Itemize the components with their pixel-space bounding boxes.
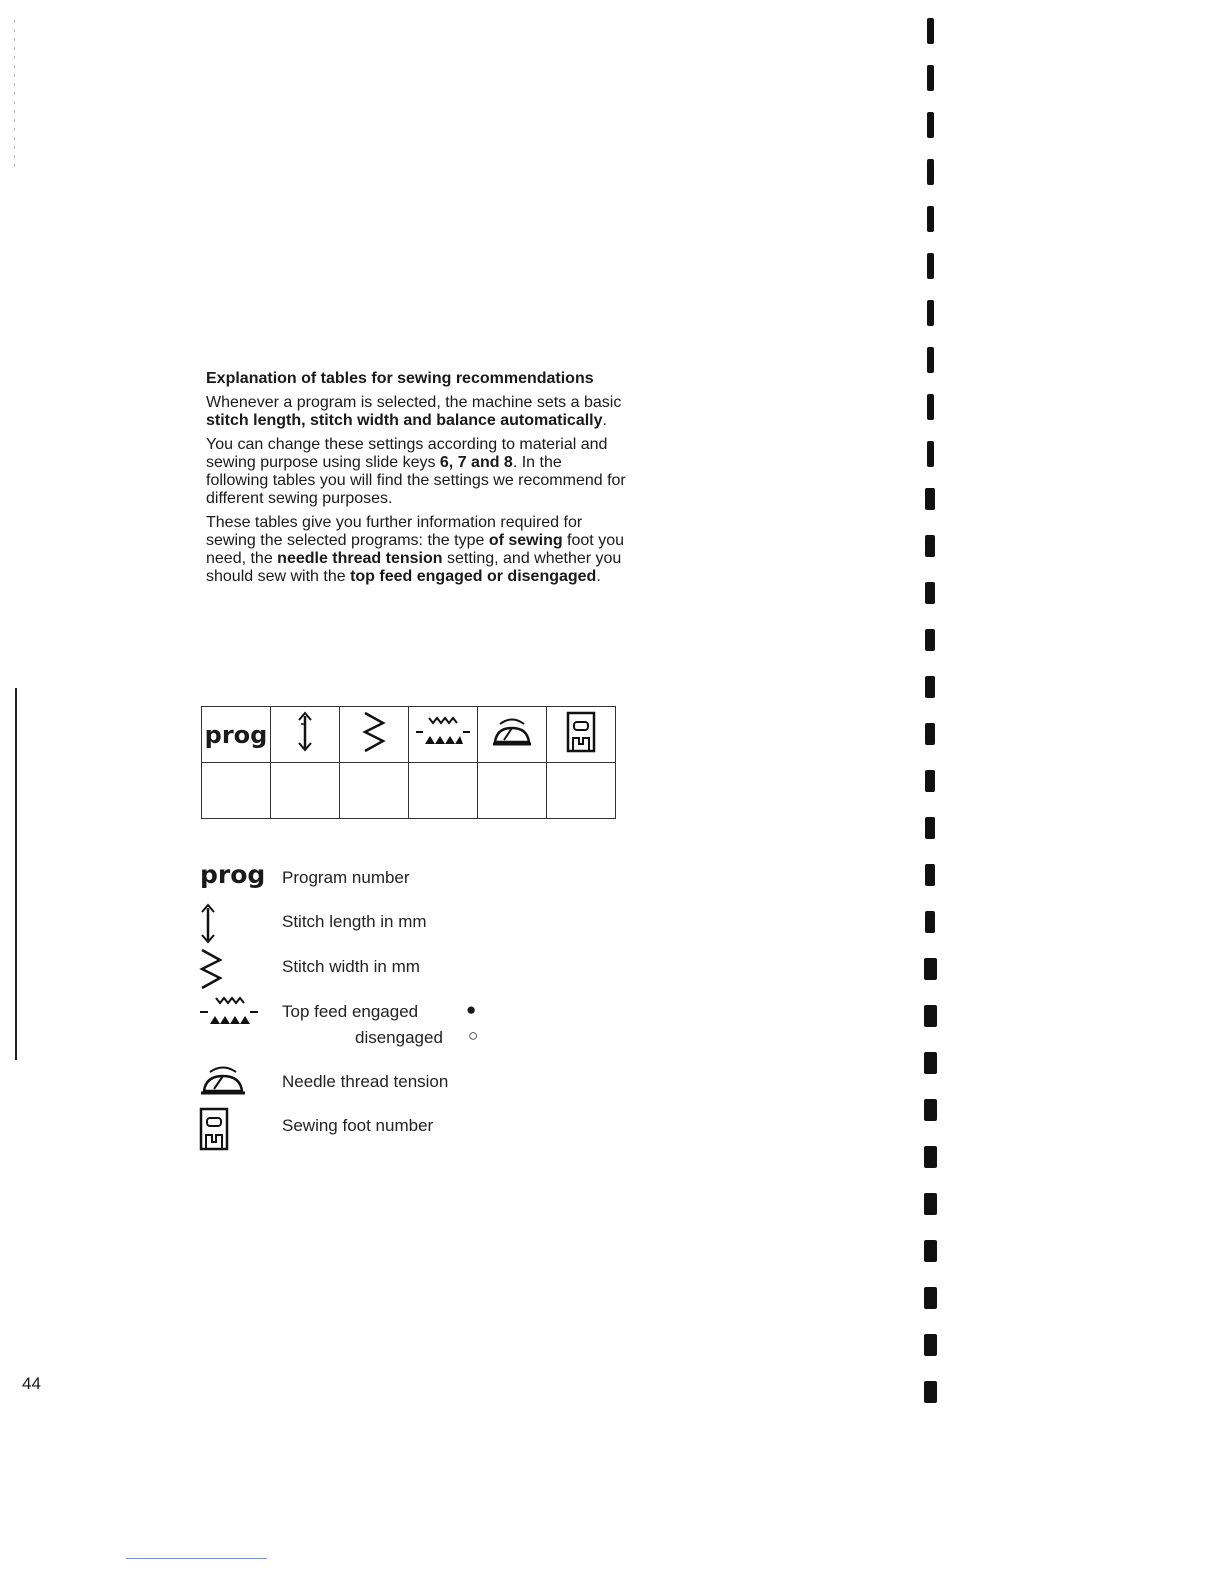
prog-header: prog (204, 720, 268, 749)
top-feed-header-cell (409, 707, 478, 763)
stitch-length-icon (290, 710, 320, 754)
legend-row-stitch-length (198, 902, 518, 942)
legend-row-prog (198, 858, 518, 898)
p2-text-b: 6, 7 and 8 (439, 454, 513, 471)
binding-hole (925, 629, 935, 651)
p2-text-c: . In the following tables you will find the settings we recommend for different sewing purposes. (206, 454, 626, 507)
p2-text-a: You can change these settings according to material and sewing purpose using slide keys (206, 436, 608, 471)
binding-hole (927, 300, 934, 326)
stitch-length-header-cell (271, 707, 340, 763)
binding-hole (924, 1287, 937, 1309)
binding-hole (927, 112, 934, 138)
engaged-marker-icon: ● (466, 1000, 477, 1019)
p1-text-b: stitch length, stitch width and balance automatically (206, 412, 603, 429)
legend-text-program-number: Program number (282, 868, 410, 887)
p1-text-c: . (602, 412, 607, 429)
p3-text-c: foot you need, the (206, 532, 624, 567)
sewing-foot-icon (198, 1106, 230, 1152)
stitch-width-icon (198, 947, 228, 991)
binding-hole (925, 535, 935, 557)
p1-text-a: Whenever a program is selected, the machine sets a basic (206, 394, 622, 411)
scan-edge-mark (14, 20, 15, 170)
p3-text-f: top feed engaged or disengaged (350, 568, 597, 585)
table-empty-row (202, 763, 616, 819)
binding-hole (924, 1052, 937, 1074)
legend-text-needle-tension: Needle thread tension (282, 1072, 449, 1091)
binding-hole (927, 206, 934, 232)
binding-hole (925, 723, 935, 745)
needle-tension-icon (490, 712, 534, 752)
sewing-foot-header-cell (547, 707, 616, 763)
intro-paragraph-1 (206, 394, 626, 430)
intro-section (206, 370, 626, 592)
section-heading: Explanation of tables for sewing recommendations (206, 370, 594, 387)
binding-hole (924, 1099, 937, 1121)
binding-hole (924, 1005, 937, 1027)
table-cell (547, 763, 616, 819)
binding-hole (927, 441, 934, 467)
binding-hole (925, 582, 935, 604)
top-feed-icon (198, 992, 262, 1032)
binding-hole (927, 65, 934, 91)
binding-hole (924, 1334, 937, 1356)
binding-hole (925, 488, 935, 510)
binding-hole (924, 1146, 937, 1168)
prog-header-cell (202, 707, 271, 763)
legend-text-top-feed-disengaged: disengaged (355, 1028, 443, 1047)
binding-hole (925, 676, 935, 698)
p3-text-d: needle thread tension (277, 550, 443, 567)
p3-text-e: setting, and whether you should sew with the (206, 550, 622, 585)
legend-row-stitch-width (198, 947, 518, 987)
binding-hole (924, 1193, 937, 1215)
needle-tension-header-cell (478, 707, 547, 763)
binding-hole (927, 159, 934, 185)
binding-hole (927, 347, 934, 373)
recommendation-table-sample (201, 706, 616, 819)
legend-prog-label: prog (200, 860, 266, 889)
binding-hole (925, 770, 935, 792)
binding-holes (918, 18, 942, 1438)
table-cell (478, 763, 547, 819)
intro-paragraph-2 (206, 436, 626, 508)
binding-hole (925, 864, 935, 886)
table-cell (271, 763, 340, 819)
margin-rule (15, 688, 17, 1060)
p3-text-g: . (596, 568, 601, 585)
binding-hole (924, 1240, 937, 1262)
binding-hole (924, 958, 937, 980)
stitch-width-header-cell (340, 707, 409, 763)
binding-hole (927, 253, 934, 279)
legend-row-top-feed (198, 992, 518, 1052)
needle-tension-icon (198, 1062, 248, 1102)
sewing-foot-icon (565, 710, 597, 754)
bottom-rule (126, 1558, 267, 1559)
p3-text-a: These tables give you further information required for sewing the selected programs: the type (206, 514, 583, 549)
binding-hole (925, 911, 935, 933)
binding-hole (927, 394, 934, 420)
stitch-width-icon (359, 710, 389, 754)
legend-text-stitch-length: Stitch length in mm (282, 912, 427, 931)
table-cell (409, 763, 478, 819)
binding-hole (925, 817, 935, 839)
page-number: 44 (22, 1374, 41, 1393)
p3-text-b: of sewing (488, 532, 563, 549)
legend-text-sewing-foot: Sewing foot number (282, 1116, 434, 1135)
legend-row-sewing-foot (198, 1106, 518, 1154)
legend-row-needle-tension (198, 1062, 518, 1102)
top-feed-icon (413, 712, 473, 752)
legend-text-stitch-width: Stitch width in mm (282, 957, 420, 976)
table-header-row (202, 707, 616, 763)
intro-paragraph-3 (206, 514, 626, 586)
stitch-length-icon (198, 902, 222, 946)
table-cell (340, 763, 409, 819)
legend-text-top-feed-engaged: Top feed engaged (282, 1002, 419, 1021)
binding-hole (927, 18, 934, 44)
binding-hole (924, 1381, 937, 1403)
disengaged-marker-icon: ○ (468, 1026, 479, 1045)
legend-icon-prog (198, 858, 268, 898)
table-cell (202, 763, 271, 819)
